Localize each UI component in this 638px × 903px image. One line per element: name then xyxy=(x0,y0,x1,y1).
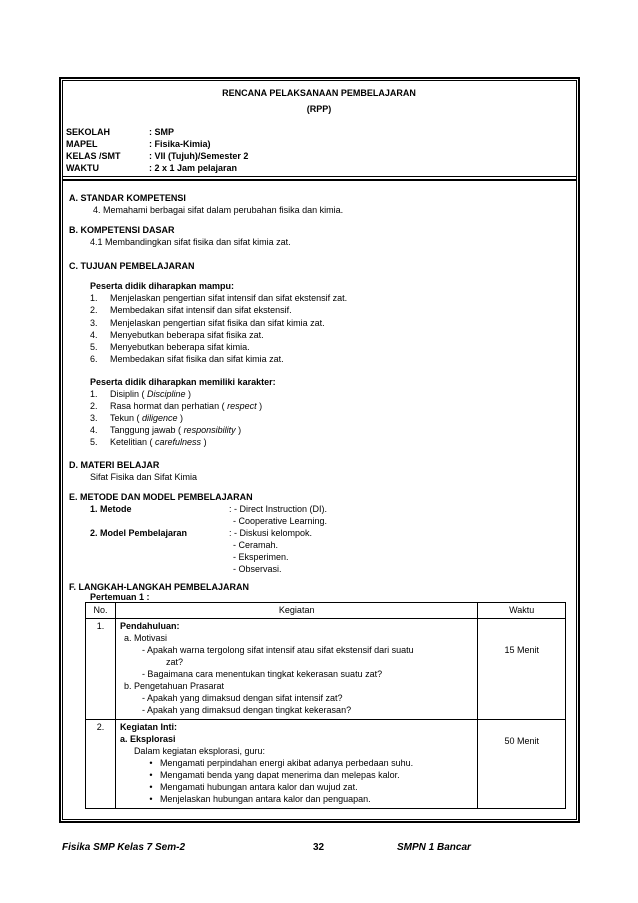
list-item xyxy=(120,758,474,770)
row-number: 1. xyxy=(86,618,116,719)
list-number: 5. xyxy=(90,437,98,447)
activity-item: - Apakah yang dimaksud dengan sifat intensif zat? xyxy=(141,692,343,703)
list-number: 6. xyxy=(90,354,98,364)
page-number: 32 xyxy=(313,842,325,853)
divider xyxy=(62,179,577,181)
list-number: 5. xyxy=(90,342,98,352)
list-text: Tekun ( xyxy=(110,413,143,423)
list-text: Membedakan sifat intensif dan sifat ekstensif. xyxy=(110,305,292,315)
list-text-en: responsibility xyxy=(183,425,236,435)
section-c-subheading: Peserta didik diharapkan memiliki karakter: xyxy=(90,377,276,387)
list-text: Mengamati hubungan antara kalor dan wujud zat. xyxy=(159,781,358,792)
list-text: Mengamati perpindahan energi akibat adanya perbedaan suhu. xyxy=(159,757,414,768)
list-number: 4. xyxy=(90,330,98,340)
list-text: Menjelaskan pengertian sifat fisika dan sifat kimia zat. xyxy=(110,318,325,328)
list-item xyxy=(90,425,241,436)
col-header-kegiatan: Kegiatan xyxy=(115,603,478,619)
row-number: 2. xyxy=(86,719,116,808)
list-item xyxy=(120,794,474,806)
model-item: : - Diskusi kelompok. xyxy=(229,528,313,538)
model-item: - Observasi. xyxy=(233,564,282,574)
model-label: 2. Model Pembelajaran xyxy=(90,528,188,538)
col-header-waktu: Waktu xyxy=(478,603,566,619)
identity-label: WAKTU xyxy=(66,163,99,173)
list-text: Menyebutkan beberapa sifat fisika zat. xyxy=(110,330,264,340)
list-item xyxy=(120,782,474,794)
footer-right: SMPN 1 Bancar xyxy=(397,842,471,853)
list-number: 4. xyxy=(90,425,98,435)
metode-label: 1. Metode xyxy=(90,504,132,514)
section-f-heading: F. LANGKAH-LANGKAH PEMBELAJARAN xyxy=(69,582,249,592)
bullet-icon: • xyxy=(149,781,153,792)
activity-item: - Apakah warna tergolong sifat intensif atau sifat ekstensif dari suatu xyxy=(141,644,414,655)
bullet-icon: • xyxy=(149,757,153,768)
document-subtitle: (RPP) xyxy=(306,104,332,114)
list-text: ) xyxy=(185,389,192,399)
identity-value: : Fisika-Kimia) xyxy=(149,139,211,149)
activity-intro: Dalam kegiatan eksplorasi, guru: xyxy=(133,745,266,756)
model-item: - Ceramah. xyxy=(233,540,279,550)
list-item xyxy=(90,389,191,400)
list-number: 1. xyxy=(90,293,98,303)
row-activity xyxy=(115,618,478,719)
identity-value: : 2 x 1 Jam pelajaran xyxy=(149,163,238,173)
list-item xyxy=(90,293,347,304)
table-row xyxy=(86,618,566,719)
list-text: ) xyxy=(256,401,263,411)
identity-label: KELAS /SMT xyxy=(66,151,121,161)
identity-label: MAPEL xyxy=(66,139,98,149)
list-text: ) xyxy=(235,425,242,435)
steps-table xyxy=(85,602,566,809)
bullet-icon: • xyxy=(149,793,153,804)
list-text: Disiplin ( xyxy=(110,389,148,399)
bullet-icon: • xyxy=(149,769,153,780)
section-d-item: Sifat Fisika dan Sifat Kimia xyxy=(90,472,198,482)
list-text: ) xyxy=(201,437,207,447)
activity-sub: a. Eksplorasi xyxy=(119,733,176,744)
section-e-heading: E. METODE DAN MODEL PEMBELAJARAN xyxy=(69,492,253,502)
list-item xyxy=(90,413,183,424)
activity-item: - Apakah yang dimaksud dengan tingkat kekerasan? xyxy=(141,704,352,715)
document-title: RENCANA PELAKSANAAN PEMBELAJARAN xyxy=(222,88,416,98)
row-time: 50 Menit xyxy=(478,719,566,808)
list-item xyxy=(120,770,474,782)
activity-sub: b. Pengetahuan Prasarat xyxy=(123,680,225,691)
activity-title: Pendahuluan: xyxy=(119,620,180,631)
col-header-no: No. xyxy=(86,603,116,619)
list-text-en: respect xyxy=(227,401,257,411)
section-d-heading: D. MATERI BELAJAR xyxy=(69,460,160,470)
list-text: Menyebutkan beberapa sifat kimia. xyxy=(110,342,250,352)
list-item xyxy=(90,342,250,353)
identity-label: SEKOLAH xyxy=(66,127,111,137)
list-number: 2. xyxy=(90,305,98,315)
list-text: ) xyxy=(177,413,184,423)
meeting-label: Pertemuan 1 : xyxy=(90,592,150,602)
list-text: Menjelaskan hubungan antara kalor dan penguapan. xyxy=(159,793,371,804)
list-text-en: carefulness xyxy=(155,437,202,447)
list-number: 2. xyxy=(90,401,98,411)
model-item: - Eksperimen. xyxy=(233,552,289,562)
list-item xyxy=(90,305,292,316)
metode-item: - Cooperative Learning. xyxy=(233,516,328,526)
list-text-en: Discipline xyxy=(147,389,186,399)
list-item xyxy=(90,401,262,412)
list-text: Ketelitian ( xyxy=(110,437,156,447)
list-number: 3. xyxy=(90,318,98,328)
list-item xyxy=(90,318,325,329)
identity-value: : SMP xyxy=(149,127,175,137)
list-item xyxy=(90,330,264,341)
section-a-item: 4. Memahami berbagai sifat dalam perubahan fisika dan kimia. xyxy=(93,205,344,215)
row-activity xyxy=(115,719,478,808)
row-time: 15 Menit xyxy=(478,618,566,719)
list-text: Membedakan sifat fisika dan sifat kimia zat. xyxy=(110,354,284,364)
list-text-en: diligence xyxy=(142,413,178,423)
table-header-row xyxy=(86,603,566,619)
table-row xyxy=(86,719,566,808)
list-number: 3. xyxy=(90,413,98,423)
list-text: Rasa hormat dan perhatian ( xyxy=(110,401,228,411)
section-c-heading: C. TUJUAN PEMBELAJARAN xyxy=(69,261,195,271)
identity-value: : VII (Tujuh)/Semester 2 xyxy=(149,151,249,161)
list-text: Menjelaskan pengertian sifat intensif dan sifat ekstensif zat. xyxy=(110,293,348,303)
activity-sub: a. Motivasi xyxy=(123,632,167,643)
list-item xyxy=(90,437,207,448)
section-a-heading: A. STANDAR KOMPETENSI xyxy=(69,193,186,203)
activity-title: Kegiatan Inti: xyxy=(119,721,177,732)
section-c-subheading: Peserta didik diharapkan mampu: xyxy=(90,281,235,291)
activity-item-cont: zat? xyxy=(165,656,183,667)
divider xyxy=(62,176,577,177)
footer-left: Fisika SMP Kelas 7 Sem-2 xyxy=(62,842,186,853)
metode-item: : - Direct Instruction (DI). xyxy=(229,504,328,514)
list-item xyxy=(90,354,284,365)
section-b-heading: B. KOMPETENSI DASAR xyxy=(69,225,175,235)
activity-item: - Bagaimana cara menentukan tingkat kekerasan suatu zat? xyxy=(141,668,383,679)
section-b-item: 4.1 Membandingkan sifat fisika dan sifat kimia zat. xyxy=(90,237,291,247)
list-text: Mengamati benda yang dapat menerima dan melepas kalor. xyxy=(159,769,400,780)
list-text: Tanggung jawab ( xyxy=(110,425,184,435)
list-number: 1. xyxy=(90,389,98,399)
